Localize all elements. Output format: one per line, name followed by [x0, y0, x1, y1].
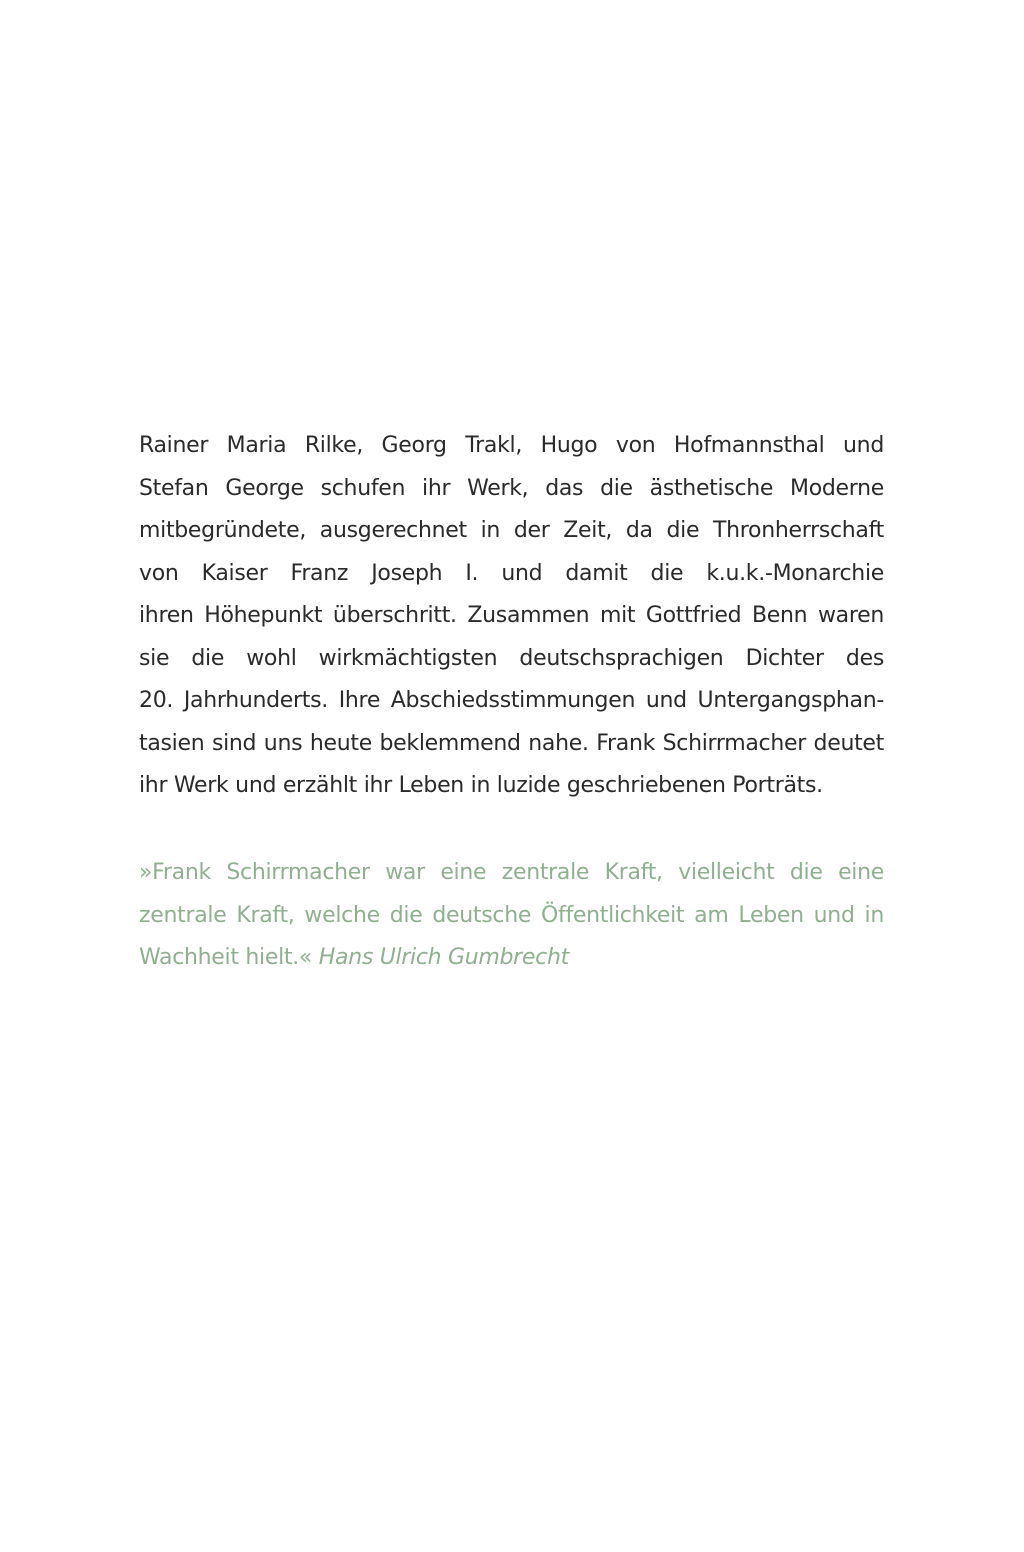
description-line: von Kaiser Franz Joseph I. und damit die k.u.k.-Monarchie	[139, 560, 884, 586]
description-line: Rainer Maria Rilke, Georg Trakl, Hugo von Hofmannsthal und	[139, 433, 884, 458]
description-line: sie die wohl wirkmächtigsten deutschsprachigen Dichter des	[139, 645, 884, 671]
description-line: Stefan George schufen ihr Werk, das die ästhetische Moderne	[139, 475, 884, 501]
description-line: 20. Jahrhunderts. Ihre Abschiedsstimmungen und Untergangsphan-	[139, 688, 884, 713]
description-line: ihren Höhepunkt überschritt. Zusammen mit Gottfried Benn waren	[139, 603, 884, 628]
description-paragraph	[139, 425, 884, 808]
quote-line: zentrale Kraft, welche die deutsche Öffentlichkeit am Leben und in	[139, 902, 884, 928]
description-line: tasien sind uns heute beklemmend nahe. Frank Schirrmacher deutet	[139, 730, 884, 756]
description-line: ihr Werk und erzählt ihr Leben in luzide geschriebenen Porträts.	[139, 773, 823, 798]
quote-attribution: Hans Ulrich Gumbrecht	[318, 945, 569, 970]
description-line: mitbegründete, ausgerechnet in der Zeit, da die Thronherrschaft	[139, 518, 884, 543]
quote-last-line	[139, 937, 884, 980]
quote-line: Wachheit hielt.«	[139, 945, 313, 970]
quote-line: »Frank Schirrmacher war eine zentrale Kraft, vielleicht die eine	[139, 860, 884, 885]
quote-paragraph	[139, 852, 884, 980]
